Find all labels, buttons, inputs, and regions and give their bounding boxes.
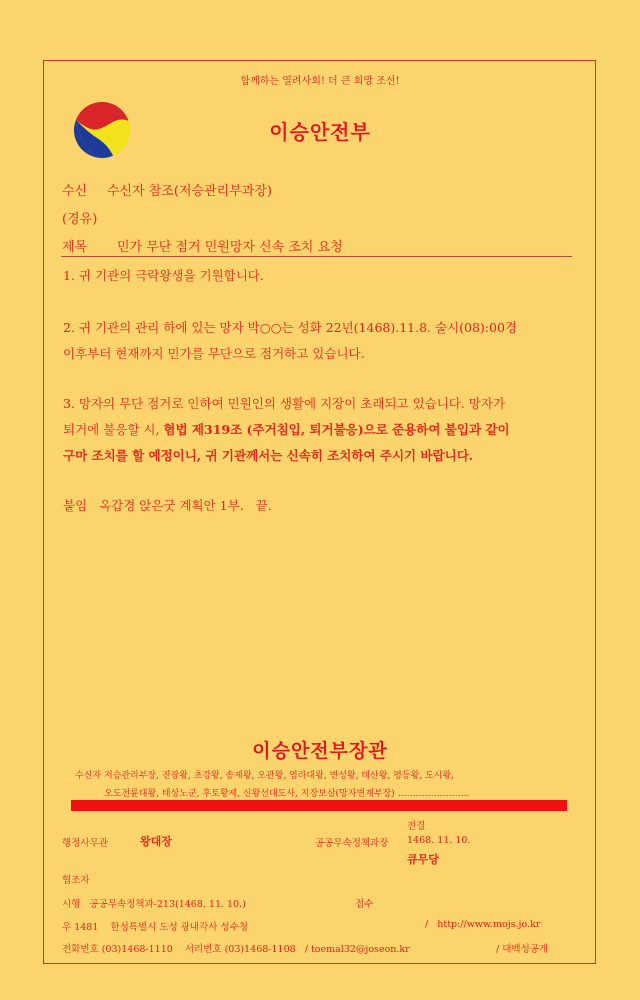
paragraph-3-line-2 [63, 417, 510, 443]
paragraph-3-line-1: 3. 망자의 무단 점거로 인하여 민원인의 생활에 지장이 초래되고 있습니다. 망자가 [63, 396, 506, 411]
receiver-label: 수신 [62, 184, 88, 199]
via-label: (경유) [62, 212, 98, 227]
red-divider-bar [71, 800, 567, 811]
paragraph-3-line-3: 구마 조치를 할 예정이니, 귀 기관께서는 신속히 조치하여 주시기 바랍니다. [63, 448, 474, 463]
subject-divider [61, 256, 572, 257]
paragraph-3-bold: 혐법 제319조 (주거침입, 퇴거불응)으로 준용하여 불입과 같이 [163, 422, 510, 437]
paragraph-3-plain: 퇴거에 불응할 시, [63, 422, 164, 437]
recipients-line-2: 오도전륜대왕, 태상노군, 후토황제, 신왕선대도사, 지장보살(망자변재부장) …………………… [104, 789, 470, 799]
contact-line: 전화번호 (03)1468-1110 서리번호 (03)1468-1108 / toemal32@joseon.kr [62, 944, 410, 955]
attachment-line: 붙임 옥갑경 앉은굿 계획안 1부. 끝. [63, 498, 272, 513]
disclosure-label: / 대백성공개 [496, 944, 549, 955]
head-name: 큐무당 [407, 853, 439, 866]
officer-name: 왕대장 [140, 835, 172, 848]
slogan: 함께하는 열려사회! 더 큰 희망 조선! [240, 76, 400, 87]
officer-label: 행정사무관 [62, 838, 108, 849]
subject-value: 민가 무단 점거 민원망자 신속 조치 요청 [117, 240, 343, 255]
address-line: 우 1481 한성특별시 도성 광내각사 성수청 [62, 922, 248, 933]
paragraph-2-line-1: 2. 귀 기관의 관리 하에 있는 망자 박○○는 성화 22년(1468).11.8. 술시(08):00경 [63, 320, 518, 335]
ministry-title: 이승안전부 [269, 120, 371, 144]
reception-label: 접수 [355, 899, 374, 910]
recipients-line-1: 수신자 저승관리부장, 진광왕, 초강왕, 송제왕, 오관왕, 염라대왕, 변성왕, 태산왕, 평등왕, 도시왕, [75, 771, 454, 781]
website-link[interactable]: / http://www.mojs.jo.kr [425, 919, 541, 930]
decision-label: 전결 [407, 821, 426, 832]
enforcement-line: 시행 공공무속정책과-213(1468. 11. 10.) [62, 899, 246, 910]
paragraph-2-line-2: 이후부터 현재까지 민가를 무단으로 점거하고 있습니다. [63, 346, 365, 361]
minister-title: 이승안전부장관 [252, 740, 388, 762]
head-label: 공공무속정책과장 [315, 838, 389, 849]
paragraph-1: 1. 귀 기관의 극락왕생을 기원합니다. [63, 268, 264, 283]
decision-date: 1468. 11. 10. [407, 835, 471, 846]
receiver-value: 수신자 참조(저승관리부과장) [107, 184, 272, 199]
cooperator-label: 협조자 [62, 875, 90, 886]
subject-label: 제목 [62, 240, 88, 255]
